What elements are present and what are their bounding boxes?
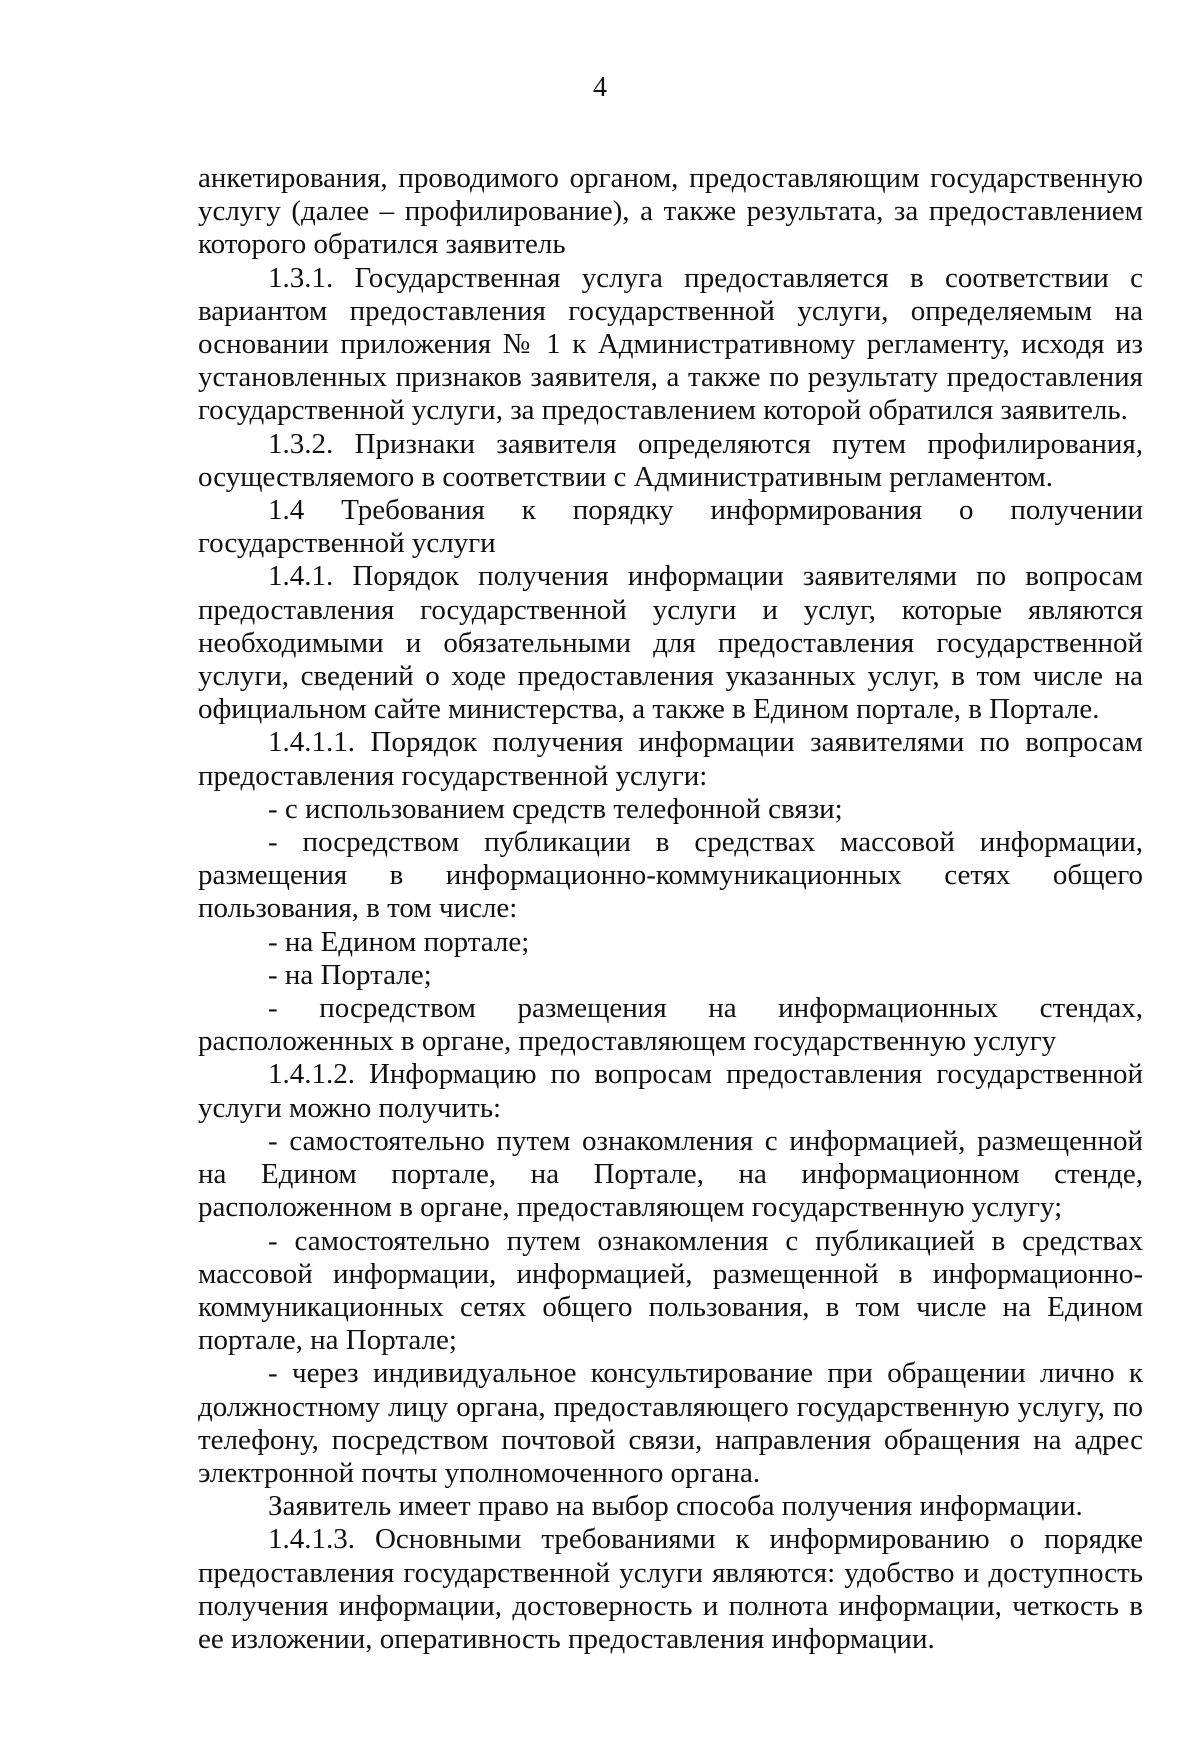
list-item-self-portal: - самостоятельно путем ознакомления с информацией, размещенной на Едином портале, на Портале, на информационном стенде, расположенном в органе, предоставляющем государственную услугу; bbox=[198, 1124, 1143, 1224]
list-item-self-media: - самостоятельно путем ознакомления с публикацией в средствах массовой информации, информацией, размещенной в информационно-коммуникационных сетях общего пользования, в том числе на Едином портале, на Портале; bbox=[198, 1224, 1143, 1357]
document-body bbox=[198, 162, 1143, 1656]
paragraph-1-3-1: 1.3.1. Государственная услуга предоставляется в соответствии с вариантом предоставления государственной услуги, определяемым на основании приложения № 1 к Административному регламенту, исходя из установленных признаков заявителя, а также по результату предоставления государственной услуги, за предоставлением которой обратился заявитель. bbox=[198, 261, 1143, 427]
list-item-portal: - на Портале; bbox=[268, 958, 432, 991]
paragraph-continuation: анкетирования, проводимого органом, предоставляющим государственную услугу (далее – профилирование), а также результата, за предоставлением которого обратился заявитель bbox=[198, 162, 1143, 261]
paragraph-1-4-1-3: 1.4.1.3. Основными требованиями к информированию о порядке предоставления государственной услуги являются: удобство и доступность получения информации, достоверность и полнота информации, четкость в ее изложении, оперативность предоставления информации. bbox=[198, 1523, 1143, 1655]
paragraph-1-4-1-2: 1.4.1.2. Информацию по вопросам предоставления государственной услуги можно получить: bbox=[198, 1058, 1143, 1124]
list-item-unified-portal: - на Едином портале; bbox=[268, 925, 530, 958]
list-item-phone: - с использованием средств телефонной связи; bbox=[268, 792, 843, 825]
list-item-media: - посредством публикации в средствах массовой информации, размещения в информационно-коммуникационных сетях общего пользования, в том числе: bbox=[198, 826, 1143, 925]
paragraph-1-4-1: 1.4.1. Порядок получения информации заявителями по вопросам предоставления государственной услуги и услуг, которые являются необходимыми и обязательными для предоставления государственной услуги, сведений о ходе предоставления указанных услуг, в том числе на официальном сайте министерства, а также в Едином портале, в Портале. bbox=[198, 560, 1143, 726]
paragraph-1-4-heading: 1.4 Требования к порядку информирования о получении государственной услуги bbox=[198, 494, 1143, 560]
paragraph-1-4-1-1: 1.4.1.1. Порядок получения информации заявителями по вопросам предоставления государственной услуги: bbox=[198, 726, 1143, 792]
list-item-consulting: - через индивидуальное консультирование при обращении лично к должностному лицу органа, предоставляющего государственную услугу, по телефону, посредством почтовой связи, направления обращения на адрес электронной почты уполномоченного органа. bbox=[198, 1357, 1143, 1489]
paragraph-applicant-right: Заявитель имеет право на выбор способа получения информации. bbox=[268, 1490, 1083, 1523]
list-item-stands: - посредством размещения на информационных стендах, расположенных в органе, предоставляющем государственную услугу bbox=[198, 992, 1143, 1058]
paragraph-1-3-2: 1.3.2. Признаки заявителя определяются путем профилирования, осуществляемого в соответствии с Административным регламентом. bbox=[198, 427, 1143, 493]
page-number: 4 bbox=[593, 72, 607, 103]
